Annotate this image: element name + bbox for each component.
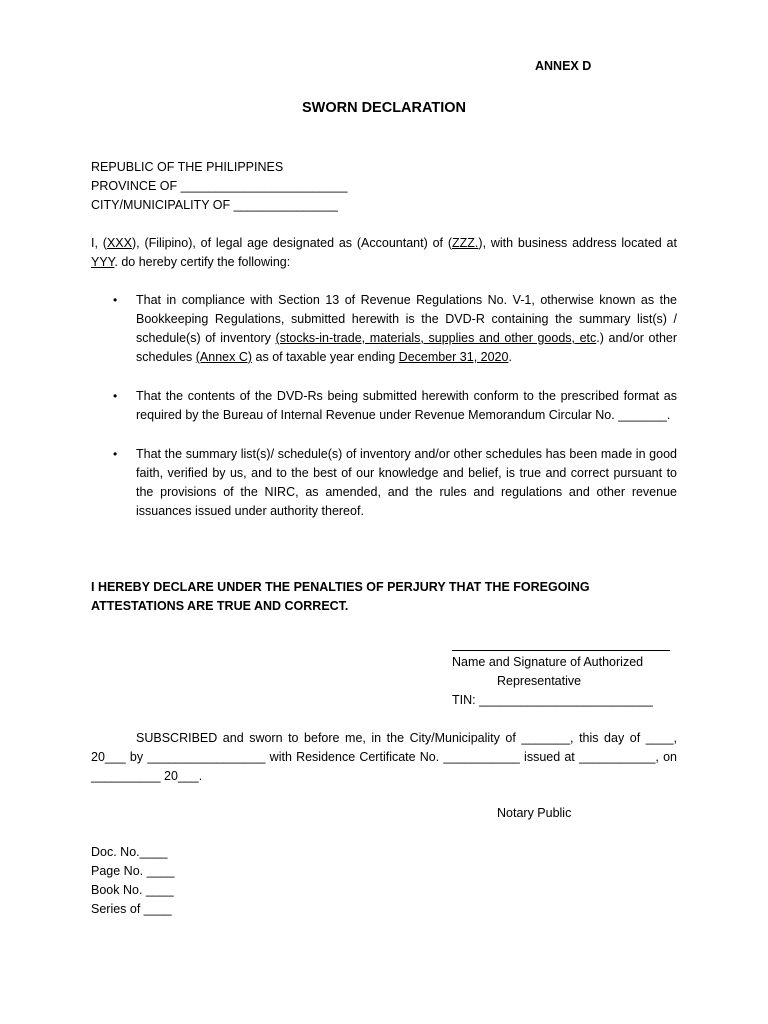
company-name: ZZZ. [452, 236, 479, 250]
inventory-types: (stocks-in-trade, materials, supplies and other goods, etc [275, 331, 597, 345]
annex-label: ANNEX D [535, 59, 592, 73]
document-title: SWORN DECLARATION [301, 100, 467, 116]
series-of: Series of ____ [91, 902, 172, 916]
item-text: as of taxable year ending [252, 350, 399, 364]
subscribed-text: SUBSCRIBED and sworn to before me, in the City/Municipality of _______, this day of ____, 20___ by _________________ with Residence Certificate No. ___________ issued at ___________, on __________ 20___. [91, 731, 677, 783]
venue-block [91, 158, 347, 215]
certification-list [91, 291, 677, 541]
doc-no: Doc. No.____ [91, 845, 168, 859]
intro-text: ), (Filipino), of legal age designated as (Accountant) of ( [131, 236, 453, 250]
list-item [91, 445, 677, 521]
list-item [91, 291, 677, 367]
item-text: . [508, 350, 512, 364]
notarial-register [91, 843, 174, 919]
annex-reference: (Annex C) [195, 350, 253, 364]
signature-label-rep: Representative [497, 674, 582, 688]
intro-text: . do hereby certify the following: [114, 255, 291, 269]
item-text: That in compliance with Section 13 of Revenue Regulations No. V-1, otherwise known as the Bookkeeping Regulations, submitted herewith is the DVD-R containing the summary list(s) / schedule(s) of inventory [136, 293, 677, 345]
notary-public-label: Notary Public [497, 806, 572, 820]
taxable-year-end: December 31, 2020 [398, 350, 509, 364]
business-address: YYY [91, 255, 115, 269]
subscribed-paragraph [91, 729, 677, 786]
signature-line [452, 650, 670, 651]
intro-paragraph [91, 234, 677, 272]
item-text: That the contents of the DVD-Rs being submitted herewith conform to the prescribed format as required by the Bureau of Internal Revenue under Revenue Memorandum Circular No. _______. [136, 389, 677, 422]
intro-text: I, ( [91, 236, 107, 250]
page-no: Page No. ____ [91, 864, 175, 878]
declarant-name: XXX [106, 236, 132, 250]
item-text: That the summary list(s)/ schedule(s) of inventory and/or other schedules has been made in good faith, verified by us, and to the best of our knowledge and belief, is true and correct pursuant to the provisions of the NIRC, as amended, and the rules and regulations and other revenue issuances issued under authority thereof. [136, 447, 677, 518]
bullet-icon: • [113, 447, 118, 461]
tin-field: TIN: _________________________ [452, 693, 653, 707]
book-no: Book No. ____ [91, 883, 174, 897]
bullet-icon: • [113, 293, 118, 307]
list-item [91, 387, 677, 425]
item-text: .) and/or other schedules [136, 331, 678, 364]
venue-republic: REPUBLIC OF THE PHILIPPINES [91, 160, 284, 174]
perjury-declaration: I HEREBY DECLARE UNDER THE PENALTIES OF PERJURY THAT THE FOREGOING ATTESTATIONS ARE TRUE AND CORRECT. [91, 580, 590, 613]
venue-province: PROVINCE OF ________________________ [91, 179, 348, 193]
signature-label: Name and Signature of Authorized [452, 655, 644, 669]
venue-city: CITY/MUNICIPALITY OF _______________ [91, 198, 338, 212]
intro-text: ), with business address located at [478, 236, 677, 250]
signature-block [452, 653, 682, 710]
bullet-icon: • [113, 389, 118, 403]
